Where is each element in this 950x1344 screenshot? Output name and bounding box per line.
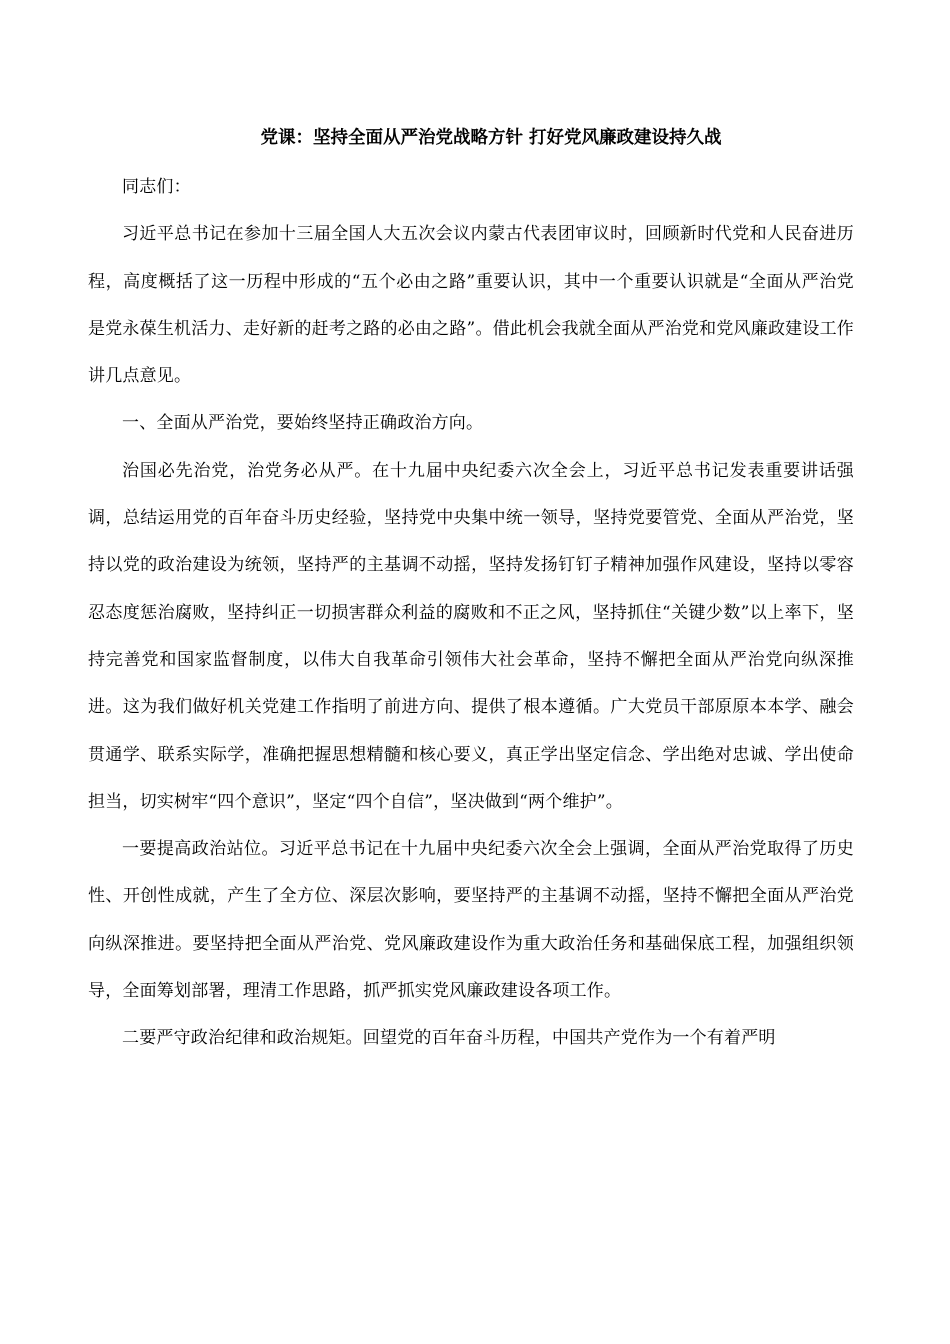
document-title: 党课：坚持全面从严治党战略方针 打好党风廉政建设持久战: [260, 128, 722, 148]
document-page: [88, 118, 854, 1063]
paragraph-point-2: 二要严守政治纪律和政治规矩。回望党的百年奋斗历程，中国共产党作为一个有着严明: [122, 1028, 776, 1049]
salutation: 同志们：: [122, 177, 191, 197]
section-heading-1: 一、全面从严治党，要始终坚持正确政治方向。: [122, 413, 484, 434]
paragraph-point-1: 一要提高政治站位。习近平总书记在十九届中央纪委六次全会上强调，全面从严治党取得了历史性、开创性成就，产生了全方位、深层次影响，要坚持严的主基调不动摇，坚持不懈把全面从严治党向纵深推进。要坚持把全面从严治党、党风廉政建设作为重大政治任务和基础保底工程，加强组织领导，全面筹划部署，理清工作思路，抓严抓实党风廉政建设各项工作。: [88, 839, 854, 1002]
paragraph-section-1: 治国必先治党，治党务必从严。在十九届中央纪委六次全会上，习近平总书记发表重要讲话强调，总结运用党的百年奋斗历史经验，坚持党中央集中统一领导，坚持党要管党、全面从严治党，坚持以党的政治建设为统领，坚持严的主基调不动摇，坚持发扬钉钉子精神加强作风建设，坚持以零容忍态度惩治腐败，坚持纠正一切损害群众利益的腐败和不正之风，坚持抓住“关键少数”以上率下，坚持完善党和国家监督制度，以伟大自我革命引领伟大社会革命，坚持不懈把全面从严治党向纵深推进。这为我们做好机关党建工作指明了前进方向、提供了根本遵循。广大党员干部原原本本学、融会贯通学、联系实际学，准确把握思想精髓和核心要义，真正学出坚定信念、学出绝对忠诚、学出使命担当，切实树牢“四个意识”，坚定“四个自信”，坚决做到“两个维护”。: [88, 460, 854, 812]
paragraph-intro: 习近平总书记在参加十三届全国人大五次会议内蒙古代表团审议时，回顾新时代党和人民奋进历程，高度概括了这一历程中形成的“五个必由之路”重要认识，其中一个重要认识就是“全面从严治党是党永葆生机活力、走好新的赶考之路的必由之路”。借此机会我就全面从严治党和党风廉政建设工作讲几点意见。: [88, 224, 854, 387]
